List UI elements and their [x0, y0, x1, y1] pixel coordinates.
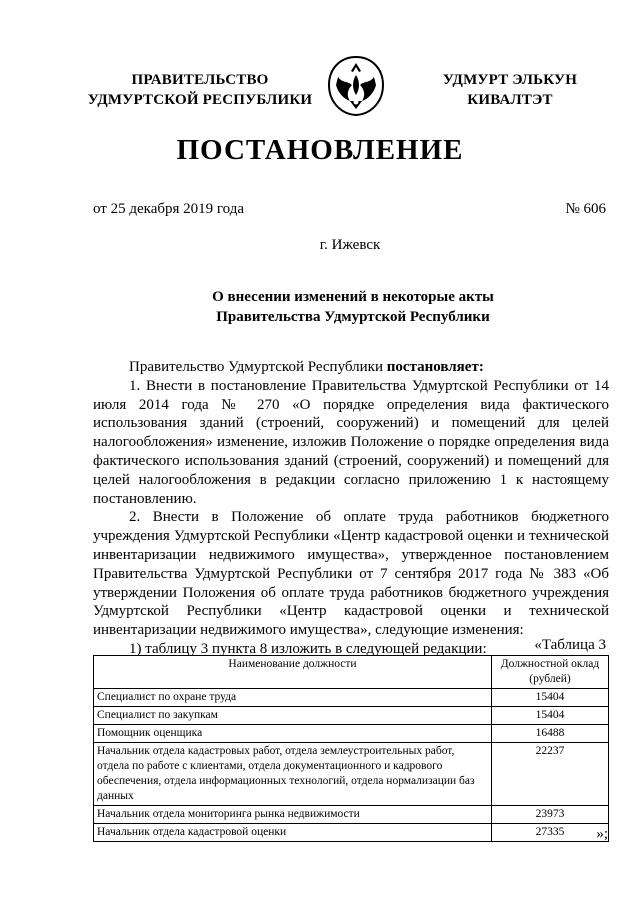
emblem-icon [326, 55, 386, 117]
government-name-udmurt-line2: КИВАЛТЭТ [467, 92, 553, 108]
document-date: от 25 декабря 2019 года [93, 201, 245, 217]
salary-cell: 15404 [492, 707, 609, 725]
subject-line2: Правительства Удмуртской Республики [216, 309, 490, 325]
paragraph-2: 2. Внести в Положение об оплате труда работников бюджетного учреждения Удмуртской Республики «Центр кадастровой оценки и технической инвентаризации недвижимого имущества», утвержденное постановлением Правительства Удмуртской Республики от 7 сентября 2017 года № 383 «Об утверждении Положения об оплате труда работников бюджетного учреждения Удмуртской Республики «Центр кадастровой оценки и технической инвентаризации недвижимого имущества», следующие изменения: [93, 509, 609, 639]
column-header-position: Наименование должности [94, 656, 492, 689]
salary-cell: 15404 [492, 689, 609, 707]
paragraph-3: 1) таблицу 3 пункта 8 изложить в следующей редакции: [129, 640, 487, 657]
document-subject [0, 287, 640, 327]
document-body [93, 358, 609, 659]
table-header-row [94, 656, 609, 689]
intro-bold: постановляет: [386, 359, 484, 375]
subject-line1: О внесении изменений в некоторые акты [212, 289, 494, 305]
position-cell: Начальник отдела мониторинга рынка недвижимости [94, 806, 492, 824]
position-cell: Начальник отдела кадастровых работ, отдела землеустроительных работ, отдела по работе с клиентами, отдела документационного и кадрового обеспечения, отдела информационных технологий, отдела нормализации баз данных [94, 743, 492, 806]
salary-cell: 22237 [492, 743, 609, 806]
table-row [94, 743, 609, 806]
government-name-udmurt-line1: УДМУРТ ЭЛЬКУН [442, 72, 578, 88]
table-row [94, 806, 609, 824]
table-reference: «Таблица 3 [534, 637, 606, 653]
table-closing-quote: »; [596, 826, 608, 842]
position-cell: Специалист по закупкам [94, 707, 492, 725]
table-row [94, 689, 609, 707]
position-cell: Помощник оценщика [94, 725, 492, 743]
intro-text: Правительство Удмуртской Республики [129, 359, 387, 375]
salary-cell: 16488 [492, 725, 609, 743]
position-cell: Специалист по охране труда [94, 689, 492, 707]
salary-cell: 23973 [492, 806, 609, 824]
salary-table [93, 655, 609, 842]
table-row [94, 725, 609, 743]
column-header-salary: Должностной оклад (рублей) [492, 656, 609, 689]
document-title: ПОСТАНОВЛЕНИЕ [176, 134, 464, 166]
salary-cell: 27335 [492, 824, 609, 842]
document-number: № 606 [565, 201, 606, 217]
government-name-line2: УДМУРТСКОЙ РЕСПУБЛИКИ [87, 92, 313, 108]
government-name-udmurt [410, 70, 610, 110]
document-city: г. Ижевск [319, 237, 381, 253]
government-name-russian [80, 70, 320, 110]
paragraph-1: 1. Внести в постановление Правительства Удмуртской Республики от 14 июля 2014 года № 270 «О порядке определения вида фактического использования зданий (строений, сооружений) и помещений для целей налогообложения» изменение, изложив Положение о порядке определения вида фактического использования зданий (строений, сооружений) и помещений для целей налогообложения в редакции согласно приложению 1 к настоящему постановлению. [93, 377, 609, 507]
government-name-line1: ПРАВИТЕЛЬСТВО [131, 72, 269, 88]
position-cell: Начальник отдела кадастровой оценки [94, 824, 492, 842]
intro-paragraph [93, 358, 609, 377]
table-row [94, 824, 609, 842]
table-row [94, 707, 609, 725]
